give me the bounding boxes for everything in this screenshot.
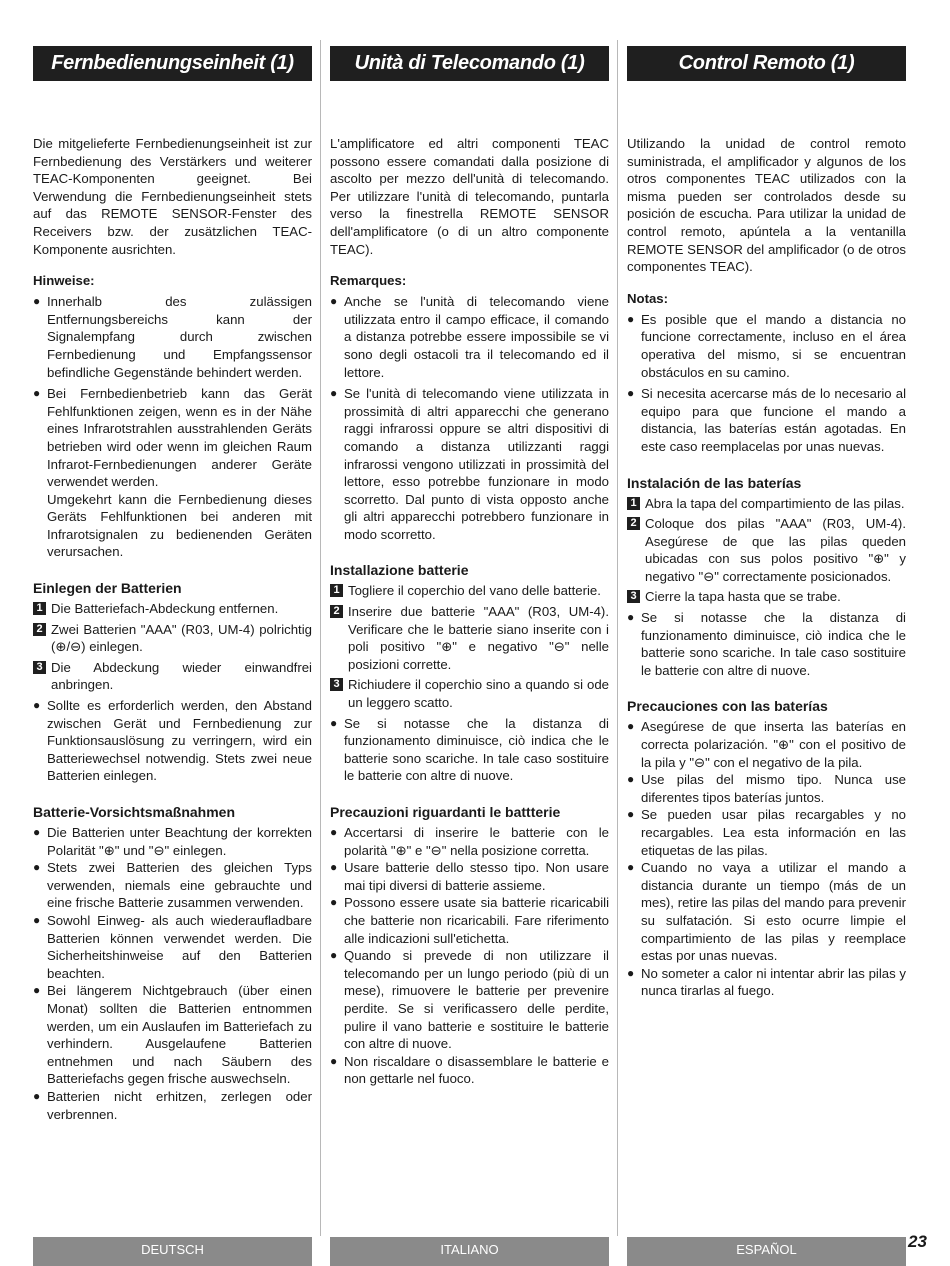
precautions-title: Precauzioni riguardanti le battterie	[330, 804, 561, 820]
step-item: 2 Inserire due batterie "AAA" (R03, UM-4). Verificare che le batterie siano inserite con i poli positivo "⊕" e negativo "⊖" nelle posizioni corrette.	[330, 603, 609, 673]
bullet-icon: ●	[330, 294, 338, 309]
list-item: ● Se si notasse che la distanza di funzionamento diminuisce, ciò indica che le batterie sono scariche. In tale caso sostituire le batterie con altre di nuove.	[330, 715, 609, 784]
step-number: 1	[627, 497, 640, 510]
notes-list	[330, 293, 609, 543]
list-item: ● Accertarsi di inserire le batterie con le polarità "⊕" e "⊖" nella posizione corretta.	[330, 825, 609, 858]
precautions-title: Batterie-Vorsichtsmaßnahmen	[33, 804, 236, 820]
step-number: 3	[33, 661, 46, 674]
section-header: Unità di Telecomando (1)	[330, 46, 609, 81]
step-number: 3	[330, 678, 343, 691]
bullet-icon: ●	[627, 965, 635, 980]
list-item: ● Use pilas del mismo tipo. Nunca use diferentes tipos baterías juntos.	[627, 772, 906, 805]
intro-paragraph: Die mitgelieferte Fernbedienungseinheit ist zur Fernbedienung des Verstärkers und weiterer TEAC-Komponenten geeignet. Bei Verwendung die Fernbedienungseinheit stets auf das REMOTE SENSOR-Fenster des Receivers bzw. der zusätzlichen TEAC-Komponente ausrichten.	[33, 136, 312, 257]
language-footer-italiano: ITALIANO	[330, 1237, 609, 1266]
page-number: 23	[908, 1232, 927, 1251]
bullet-icon: ●	[33, 825, 41, 839]
precautions-title: Precauciones con las baterías	[627, 698, 828, 715]
list-item: ● No someter a calor ni intentar abrir las pilas y nunca tirarlas al fuego.	[627, 965, 906, 999]
list-item: ● Die Batterien unter Beachtung der korrekten Polarität "⊕" und "⊖" einlegen.	[33, 825, 312, 858]
step-item: 3 Cierre la tapa hasta que se trabe.	[627, 588, 906, 606]
bullet-icon: ●	[330, 386, 338, 401]
column-espanol	[627, 46, 906, 1000]
list-item: ● Se pueden usar pilas recargables y no recargables. Lea esta información en las etiquetas de las pilas.	[627, 807, 906, 858]
list-item: ● Batterien nicht erhitzen, zerlegen oder verbrennen.	[33, 1088, 312, 1122]
list-item: ● Anche se l'unità di telecomando viene utilizzata entro il campo efficace, il comando a distanza potrebbe essere impossibile se vi sono degli ostacoli tra il telecomando ed il lettore.	[330, 294, 609, 380]
bullet-icon: ●	[330, 948, 338, 963]
step-number: 3	[627, 590, 640, 603]
bullet-icon: ●	[330, 825, 338, 839]
column-deutsch	[33, 46, 312, 1123]
language-footer-deutsch: DEUTSCH	[33, 1237, 312, 1266]
step-number: 2	[33, 623, 46, 636]
list-item: ● Non riscaldare o disassemblare le batterie e non gettarle nel fuoco.	[330, 1053, 609, 1087]
bullet-icon: ●	[627, 860, 635, 875]
step-number: 1	[33, 602, 46, 615]
bullet-icon: ●	[33, 386, 41, 401]
step-number: 2	[627, 517, 640, 530]
step-number: 1	[330, 584, 343, 597]
list-item: ● Bei längerem Nichtgebrauch (über einen Monat) sollten die Batterien entnommen werden, um ein Auslaufen im Batteriefach zu verhindern. Ausgelaufene Batterien entnehmen und nach Säubern des Batteriefachs gegen frische auswechseln.	[33, 983, 312, 1087]
list-item: ● Se si notasse che la distanza di funzionamento diminuisce, ciò indica che le batterie sono scariche. In tale caso sostituire le batterie con altre di nuove.	[627, 610, 906, 678]
bullet-icon: ●	[627, 807, 635, 822]
column-divider	[320, 40, 321, 1236]
batteries-title: Instalación de las baterías	[627, 474, 802, 491]
intro-paragraph: Utilizando la unidad de control remoto suministrada, el amplificador y algunos de los otros componentes TEAC utilizados con la misma pueden ser controlados desde su posición de escucha. Para utilizar la unidad de control remoto, apúntela a la ventanilla REMOTE SENSOR del amplificador (o de otros componentes TEAC).	[627, 136, 906, 275]
list-item: ● Innerhalb des zulässigen Entfernungsbereichs kann der Signalempfang durch zwischen Fernbedienung und Empfangssensor befindliche Gegenstände behindert werden.	[33, 294, 312, 380]
section-header: Control Remoto (1)	[627, 46, 906, 81]
batteries-note	[33, 697, 312, 785]
list-item: ● Possono essere usate sia batterie ricaricabili che batterie non ricaricabili. Fare riferimento alle indicazioni sull'etichetta.	[330, 895, 609, 946]
language-footer-espanol: ESPAÑOL	[627, 1237, 906, 1266]
bullet-icon: ●	[627, 772, 635, 787]
list-item: ● Bei Fernbedienbetrieb kann das Gerät Fehlfunktionen zeigen, wenn es in der Nähe eines Infrarotstrahlen ausstrahlenden Geräts betrieben wird oder wenn im gleichen Raum Infrarot-Fernbedienungen anderer Geräte verwendet werden.	[33, 386, 312, 490]
step-item: 1 Abra la tapa del compartimiento de las pilas.	[627, 495, 906, 513]
bullet-icon: ●	[33, 860, 41, 875]
bullet-icon: ●	[33, 983, 41, 998]
batteries-note	[330, 715, 609, 785]
batteries-title: Einlegen der Batterien	[33, 580, 182, 597]
notes-title: Notas:	[627, 290, 669, 306]
notes-title: Hinweise:	[33, 273, 95, 289]
bullet-icon: ●	[330, 715, 338, 730]
bullet-icon: ●	[33, 698, 41, 713]
bullet-icon: ●	[330, 1053, 338, 1068]
list-item: ● Quando si prevede di non utilizzare il telecomando per un lungo periodo (più di un mese), rimuovere le batterie per prevenire perdite. Se si verificassero delle perdite, pulire il vano batterie e sostituire le batterie con altre di nuove.	[330, 948, 609, 1052]
precautions-list	[330, 824, 609, 1088]
notes-list	[33, 293, 312, 561]
list-item: ● Asegúrese de que inserta las baterías en correcta polarización. "⊕" con el positivo de la pila y "⊖" con el negativo de la pila.	[627, 719, 906, 770]
precautions-list	[627, 718, 906, 1000]
bullet-icon: ●	[627, 311, 635, 326]
batteries-title: Installazione batterie	[330, 562, 469, 579]
step-item: 3 Richiudere il coperchio sino a quando si ode un leggero scatto.	[330, 676, 609, 711]
step-item: 3 Die Abdeckung wieder einwandfrei anbringen.	[33, 659, 312, 694]
notes-title: Remarques:	[330, 273, 407, 289]
section-header: Fernbedienungseinheit (1)	[33, 46, 312, 81]
list-item: ● Si necesita acercarse más de lo necesario al equipo para que funcione el mando a distancia, las baterías están agotadas. En este caso reemplacelas por unas nuevas.	[627, 386, 906, 454]
bullet-icon: ●	[627, 610, 635, 625]
notes-list	[627, 311, 906, 456]
bullet-icon: ●	[33, 1088, 41, 1103]
list-item: ● Sowohl Einweg- als auch wiederaufladbare Batterien können verwendet werden. Die Sicherheitshinweise auf den Batterien beachten.	[33, 912, 312, 981]
intro-paragraph: L'amplificatore ed altri componenti TEAC possono essere comandati dalla posizione di ascolto per mezzo dell'unità di telecomando. Per utilizzare l'unità di telecomando, puntarla verso la finestrella REMOTE SENSOR dell'amplificatore (o di un altro componente TEAC).	[330, 136, 609, 257]
step-item: 1 Die Batteriefach-Abdeckung entfernen.	[33, 600, 312, 618]
step-number: 2	[330, 605, 343, 618]
bullet-icon: ●	[330, 895, 338, 910]
bullet-icon: ●	[627, 386, 635, 401]
list-item-continuation: Umgekehrt kann die Fernbedienung dieses Geräts Fehlfunktionen bei anderen mit Infrarotsignalen zu bedienenden Geräten verursachen.	[47, 491, 312, 560]
list-item: ● Stets zwei Batterien des gleichen Typs verwenden, niemals eine gebrauchte und eine frische Batterie zusammen verwenden.	[33, 860, 312, 911]
column-divider	[617, 40, 618, 1236]
list-item: ● Usare batterie dello stesso tipo. Non usare mai tipi diversi di batterie assieme.	[330, 860, 609, 893]
bullet-icon: ●	[33, 912, 41, 927]
precautions-list	[33, 824, 312, 1123]
bullet-icon: ●	[330, 860, 338, 875]
list-item: ● Cuando no vaya a utilizar el mando a distancia durante un tiempo (más de un mes), retire las pilas del mando para prevenir su sulfatación. Si esto ocurre limpie el compartimiento de las pilas y reemplace estas por unas nuevas.	[627, 860, 906, 964]
step-item: 1 Togliere il coperchio del vano delle batterie.	[330, 582, 609, 600]
list-item: ● Sollte es erforderlich werden, den Abstand zwischen Gerät und Fernbedienung zur Funktionsauslösung zu verringern, wird ein Batteriewechsel notwendig. Stets zwei neue Batterien einlegen.	[33, 698, 312, 784]
bullet-icon: ●	[33, 294, 41, 309]
bullet-icon: ●	[627, 719, 635, 734]
column-italiano	[330, 46, 609, 1088]
list-item: ● Es posible que el mando a distancia no funcione correctamente, incluso en el área operativa del mismo, si se encuentran obstáculos en su camino.	[627, 311, 906, 380]
step-item: 2 Coloque dos pilas "AAA" (R03, UM-4). Asegúrese de que las pilas queden ubicadas con sus polos positivo "⊕" y negativo "⊖" correctamente posicionados.	[627, 515, 906, 585]
step-item: 2 Zwei Batterien "AAA" (R03, UM-4) polrichtig (⊕/⊖) einlegen.	[33, 621, 312, 656]
batteries-note	[627, 609, 906, 679]
list-item: ● Se l'unità di telecomando viene utilizzata in prossimità di altri apparecchi che generano raggi infrarossi oppure se altri dispositivi di comando a distanza utilizzanti raggi infrarossi vengono utilizzati in prossimità del lettore, esso potrebbe funzionare in modo scorretto. Dal punto di vista opposto anche gli altri apparecchi potrebbero funzionare in modo scorretto.	[330, 386, 609, 542]
